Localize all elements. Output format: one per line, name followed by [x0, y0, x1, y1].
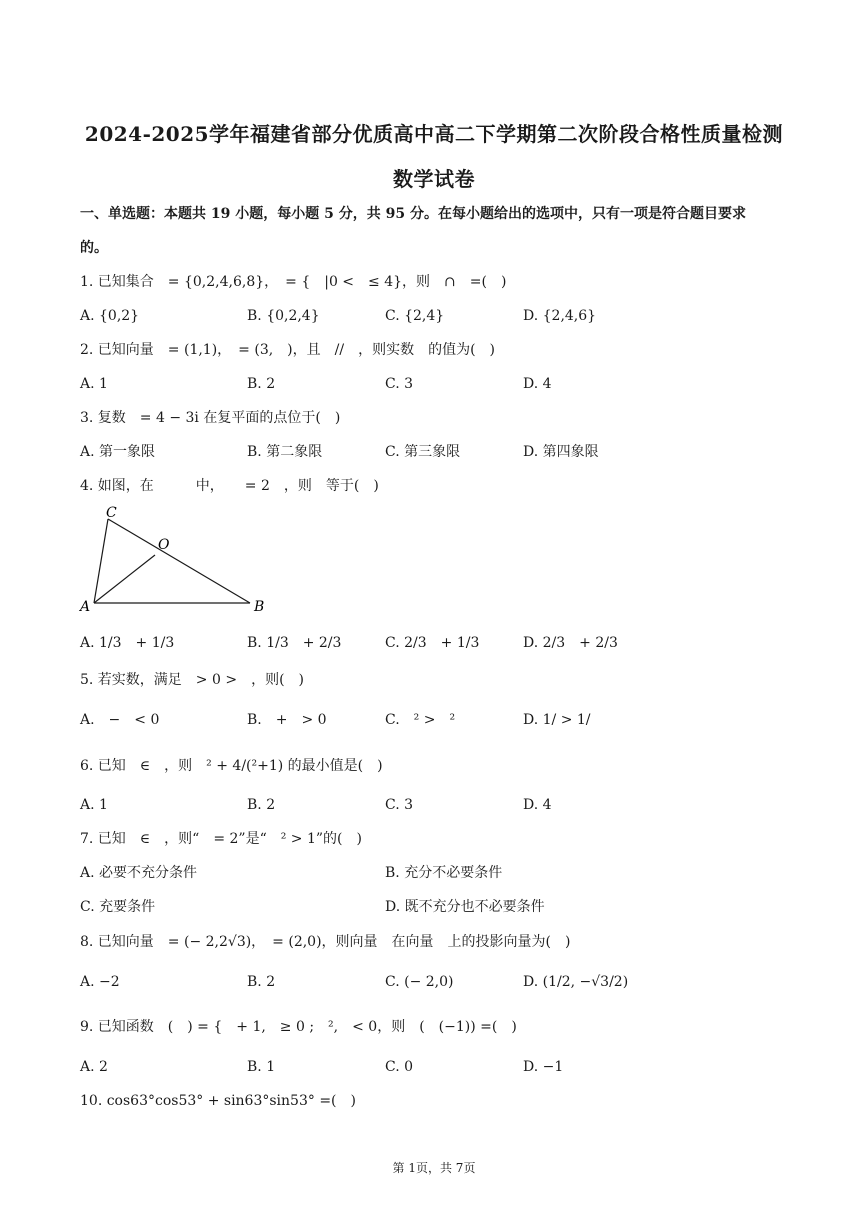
question-6-option-d: D. 4: [523, 797, 552, 813]
question-2-option-d: D. 4: [523, 376, 552, 392]
question-8-option-a: A. −2: [80, 974, 120, 990]
question-8-option-d: D. (1/2, −√3/2): [523, 974, 629, 990]
question-5-option-a: A. − < 0: [80, 712, 160, 728]
question-7-stem: 7. 已知 ∈ ，则“ = 2”是“ ² > 1”的( ): [80, 831, 362, 847]
question-5-option-d: D. 1/ > 1/: [523, 712, 591, 728]
question-9-stem: 9. 已知函数 ( ) = { + 1, ≥ 0 ; ², < 0，则 ( (−1)) =( ): [80, 1019, 517, 1035]
question-4-option-c: C. 2/3 + 1/3: [385, 635, 480, 651]
question-1-option-d: D. {2,4,6}: [523, 308, 597, 324]
page-subtitle: 数学试卷: [393, 167, 475, 191]
question-6-option-b: B. 2: [247, 797, 276, 813]
question-6-option-c: C. 3: [385, 797, 414, 813]
question-4-option-d: D. 2/3 + 2/3: [523, 635, 618, 651]
page-title: 2024-2025学年福建省部分优质高中高二下学期第二次阶段合格性质量检测: [84, 122, 784, 146]
label-a: A: [80, 599, 91, 615]
label-b: B: [254, 599, 265, 615]
question-3-option-a: A. 第一象限: [80, 444, 156, 460]
question-6-stem: 6. 已知 ∈ ，则 ² + 4/(²+1) 的最小值是( ): [80, 758, 383, 774]
question-4-stem: 4. 如图，在 中， = 2 ，则 等于( ): [80, 478, 379, 494]
section-header-line2: 的。: [80, 240, 108, 256]
question-7-option-b: B. 充分不必要条件: [385, 865, 503, 881]
question-5-stem: 5. 若实数，满足 > 0 > ，则( ): [80, 672, 304, 688]
question-9-option-c: C. 0: [385, 1059, 414, 1075]
question-5-option-b: B. + > 0: [247, 712, 327, 728]
question-2-stem: 2. 已知向量 = (1,1)， = (3, )，且 // ，则实数 的值为( ): [80, 342, 495, 358]
segment-ac: [94, 519, 108, 603]
question-2-option-b: B. 2: [247, 376, 276, 392]
section-header-line1: 一、单选题：本题共 19 小题，每小题 5 分，共 95 分。在每小题给出的选项中，只有一项是符合题目要求: [80, 206, 746, 222]
question-10-stem: 10. cos63°cos53° + sin63°sin53° =( ): [80, 1093, 356, 1109]
question-8-option-b: B. 2: [247, 974, 276, 990]
question-1-option-c: C. {2,4}: [385, 308, 445, 324]
question-6-option-a: A. 1: [80, 797, 108, 813]
question-3-option-d: D. 第四象限: [523, 444, 599, 460]
question-1-stem: 1. 已知集合 = {0,2,4,6,8}， = { |0 < ≤ 4}，则 ∩ =( ): [80, 274, 507, 290]
question-7-option-a: A. 必要不充分条件: [80, 865, 198, 881]
question-9-option-d: D. −1: [523, 1059, 564, 1075]
question-3-option-c: C. 第三象限: [385, 444, 461, 460]
segment-cb: [108, 519, 250, 603]
label-c: C: [106, 505, 117, 521]
label-o: O: [158, 537, 170, 553]
page-footer: 第 1页，共 7页: [392, 1161, 476, 1175]
question-1-option-a: A. {0,2}: [80, 308, 140, 324]
question-5-option-c: C. ² > ²: [385, 712, 456, 728]
question-7-option-c: C. 充要条件: [80, 899, 156, 915]
question-9-option-b: B. 1: [247, 1059, 276, 1075]
question-1-option-b: B. {0,2,4}: [247, 308, 320, 324]
question-2-option-a: A. 1: [80, 376, 108, 392]
segment-ao: [94, 555, 155, 603]
question-3-option-b: B. 第二象限: [247, 444, 323, 460]
question-7-option-d: D. 既不充分也不必要条件: [385, 899, 545, 915]
question-4-option-b: B. 1/3 + 2/3: [247, 635, 342, 651]
question-9-option-a: A. 2: [80, 1059, 108, 1075]
question-8-option-c: C. (− 2,0): [385, 974, 454, 990]
triangle-figure: [78, 505, 278, 615]
question-3-stem: 3. 复数 = 4 − 3i 在复平面的点位于( ): [80, 410, 341, 426]
question-4-option-a: A. 1/3 + 1/3: [80, 635, 175, 651]
question-8-stem: 8. 已知向量 = (− 2,2√3)， = (2,0)，则向量 在向量 上的投影向量为( ): [80, 934, 571, 950]
question-2-option-c: C. 3: [385, 376, 414, 392]
